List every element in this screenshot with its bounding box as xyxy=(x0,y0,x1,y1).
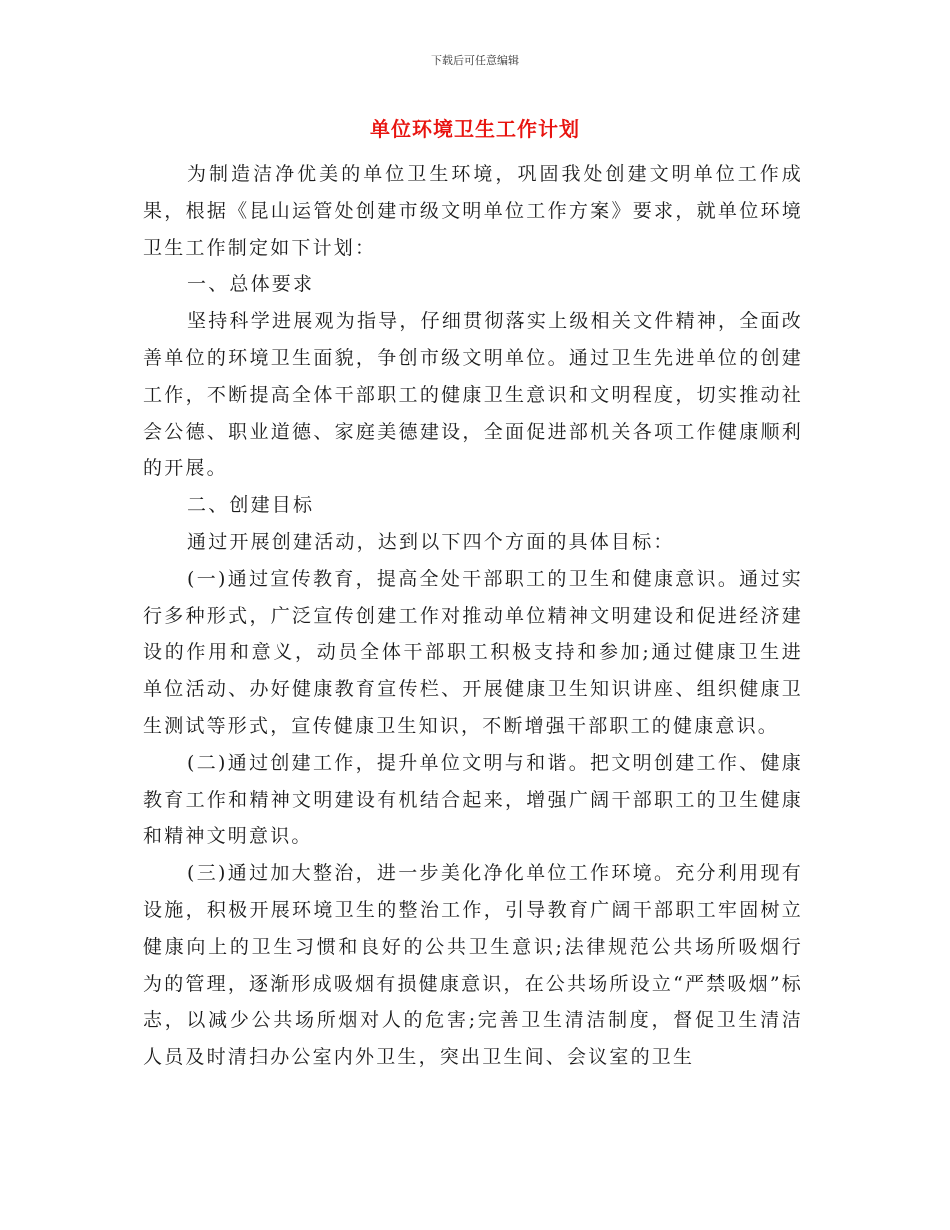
paragraph-intro: 为制造洁净优美的单位卫生环境，巩固我处创建文明单位工作成果，根据《昆山运管处创建市级文明单位工作方案》要求，就单位环境卫生工作制定如下计划： xyxy=(143,163,803,259)
paragraph-goal-2: (二)通过创建工作，提升单位文明与和谐。把文明创建工作、健康教育工作和精神文明建设有机结合起来，增强广阔干部职工的卫生健康和精神文明意识。 xyxy=(143,751,803,848)
paragraph-overall-requirements: 坚持科学进展观为指导，仔细贯彻落实上级相关文件精神，全面改善单位的环境卫生面貌，争创市级文明单位。通过卫生先进单位的创建工作，不断提高全体干部职工的健康卫生意识和文明程度，切实推动社会公德、职业道德、家庭美德建设，全面促进部机关各项工作健康顺利的开展。 xyxy=(143,310,803,480)
paragraph-goal-1: (一)通过宣传教育，提高全处干部职工的卫生和健康意识。通过实行多种形式，广泛宣传创建工作对推动单位精神文明建设和促进经济建设的作用和意义，动员全体干部职工积极支持和参加;通过健康卫生进单位活动、办好健康教育宣传栏、开展健康卫生知识讲座、组织健康卫生测试等形式，宣传健康卫生知识，不断增强干部职工的健康意识。 xyxy=(143,567,803,737)
document-title: 单位环境卫生工作计划 xyxy=(370,117,580,141)
document-body xyxy=(143,156,803,1076)
section-heading-goals: 二、创建目标 xyxy=(187,494,315,517)
paragraph-goals-intro: 通过开展创建活动，达到以下四个方面的具体目标： xyxy=(187,530,675,553)
section-heading-overall-requirements: 一、总体要求 xyxy=(187,273,315,296)
header-note: 下载后可任意编辑 xyxy=(431,54,519,67)
paragraph-goal-3: (三)通过加大整治，进一步美化净化单位工作环境。充分利用现有设施，积极开展环境卫生的整治工作，引导教育广阔干部职工牢固树立健康向上的卫生习惯和良好的公共卫生意识;法律规范公共场所吸烟行为的管理，逐渐形成吸烟有损健康意识，在公共场所设立“严禁吸烟”标志，以减少公共场所烟对人的危害;完善卫生清洁制度，督促卫生清洁人员及时清扫办公室内外卫生，突出卫生间、会议室的卫生 xyxy=(143,862,803,1069)
